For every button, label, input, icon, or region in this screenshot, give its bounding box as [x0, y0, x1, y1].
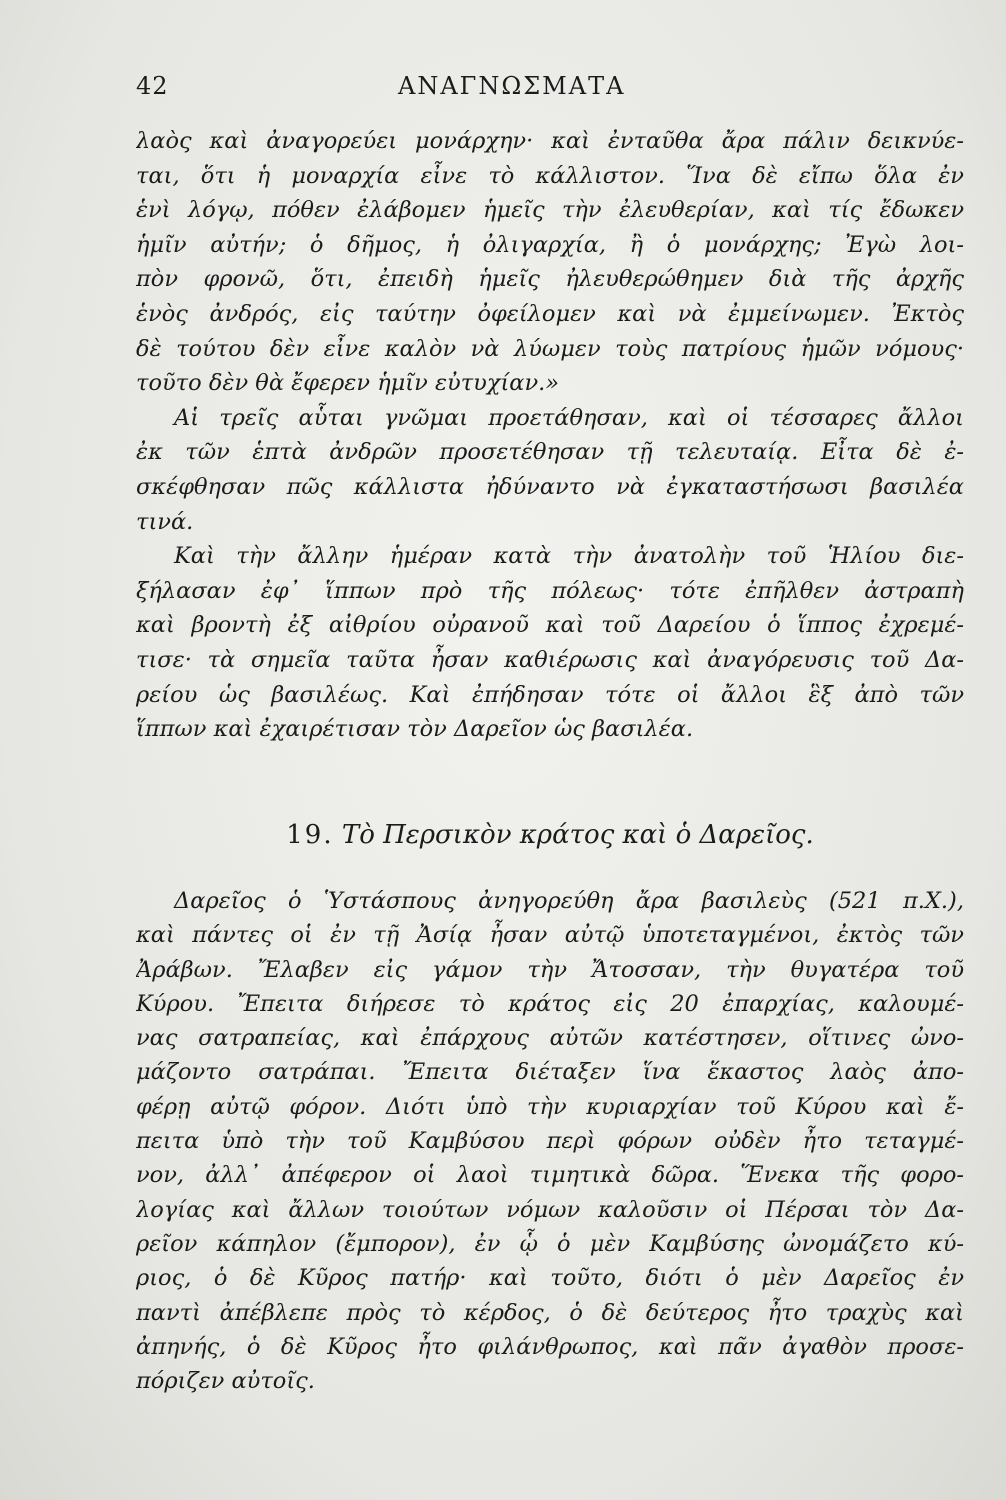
- text-line: τοῦτο δὲν θὰ ἔφερεν ἡμῖν εὐτυχίαν.»: [136, 370, 560, 397]
- text-line: ται, ὅτι ἡ μοναρχία εἶνε τὸ κάλλιστον. Ἵνα δὲ εἴπω ὅλα ἐν: [136, 162, 964, 189]
- text-line: Δαρεῖος ὁ Ὑστάσπους ἀνηγορεύθη ἄρα βασιλεὺς (521 π.Χ.),: [174, 888, 964, 914]
- text-line: μάζοντο σατράπαι. Ἔπειτα διέταξεν ἵνα ἕκαστος λαὸς ἀπο-: [136, 1059, 964, 1086]
- paragraph: [136, 124, 964, 401]
- text-line: πειτα ὑπὸ τὴν τοῦ Καμβύσου περὶ φόρων οὐδὲν ἦτο τεταγμέ-: [136, 1128, 964, 1155]
- text-line: ἐκ τῶν ἑπτὰ ἀνδρῶν προσετέθησαν τῇ τελευταίᾳ. Εἶτα δὲ ἐ-: [136, 439, 964, 466]
- body-text-top: [136, 124, 964, 747]
- text-line: ριος, ὁ δὲ Κῦρος πατήρ· καὶ τοῦτο, διότι ὁ μὲν Δαρεῖος ἐν: [136, 1265, 964, 1292]
- text-line: ἵππων καὶ ἐχαιρέτισαν τὸν Δαρεῖον ὡς βασιλέα.: [136, 716, 694, 743]
- text-line: πὸν φρονῶ, ὅτι, ἐπειδὴ ἡμεῖς ἠλευθερώθημεν διὰ τῆς ἀρχῆς: [136, 266, 964, 293]
- paragraph: [136, 539, 964, 747]
- text-line: τινά.: [136, 508, 194, 535]
- text-line: ἑνὶ λόγῳ, πόθεν ἐλάβομεν ἡμεῖς τὴν ἐλευθερίαν, καὶ τίς ἔδωκεν: [136, 197, 964, 224]
- section-title: Τὸ Περσικὸν κράτος καὶ ὁ Δαρεῖος.: [341, 820, 814, 850]
- section-heading: [136, 820, 964, 850]
- text-line: παντὶ ἀπέβλεπε πρὸς τὸ κέρδος, ὁ δὲ δεύτερος ἦτο τραχὺς καὶ: [136, 1299, 964, 1326]
- section-number: 19.: [286, 820, 334, 850]
- running-title: ΑΝΑΓΝΩΣΜΑΤΑ: [398, 72, 626, 100]
- text-line: Ἀράβων. Ἔλαβεν εἰς γάμον τὴν Ἄτοσσαν, τὴν θυγατέρα τοῦ: [136, 956, 964, 983]
- paragraph: [136, 401, 964, 539]
- text-line: λαὸς καὶ ἀναγορεύει μονάρχην· καὶ ἐνταῦθα ἄρα πάλιν δεικνύε-: [136, 128, 964, 154]
- text-line: ἀπηνής, ὁ δὲ Κῦρος ἦτο φιλάνθρωπος, καὶ πᾶν ἀγαθὸν προσε-: [136, 1333, 964, 1360]
- body-text-bottom: [136, 884, 964, 1398]
- text-line: Αἱ τρεῖς αὗται γνῶμαι προετάθησαν, καὶ οἱ τέσσαρες ἄλλοι: [174, 404, 964, 431]
- text-line: ρείου ὡς βασιλέως. Καὶ ἐπήδησαν τότε οἱ ἄλλοι ἓξ ἀπὸ τῶν: [136, 681, 964, 708]
- text-line: δὲ τούτου δὲν εἶνε καλὸν νὰ λύωμεν τοὺς πατρίους ἡμῶν νόμους·: [136, 335, 964, 362]
- paragraph: [136, 884, 964, 1398]
- text-line: λογίας καὶ ἄλλων τοιούτων νόμων καλοῦσιν οἱ Πέρσαι τὸν Δα-: [136, 1196, 964, 1223]
- text-line: καὶ πάντες οἱ ἐν τῇ Ἀσίᾳ ἦσαν αὐτῷ ὑποτεταγμένοι, ἐκτὸς τῶν: [136, 922, 964, 949]
- page-header: [136, 72, 964, 112]
- text-line: τισε· τὰ σημεῖα ταῦτα ἦσαν καθιέρωσις καὶ ἀναγόρευσις τοῦ Δα-: [136, 646, 964, 673]
- text-line: ξήλασαν ἐφ᾽ ἵππων πρὸ τῆς πόλεως· τότε ἐπῆλθεν ἀστραπὴ: [136, 577, 964, 604]
- text-line: ἡμῖν αὐτήν; ὁ δῆμος, ἡ ὀλιγαρχία, ἢ ὁ μονάρχης; Ἐγὼ λοι-: [136, 231, 964, 258]
- text-line: νας σατραπείας, καὶ ἐπάρχους αὐτῶν κατέστησεν, οἵτινες ὠνο-: [136, 1025, 964, 1052]
- text-line: πόριζεν αὐτοῖς.: [136, 1368, 315, 1395]
- text-line: φέρῃ αὐτῷ φόρον. Διότι ὑπὸ τὴν κυριαρχίαν τοῦ Κύρου καὶ ἔ-: [136, 1093, 964, 1120]
- text-line: ἑνὸς ἀνδρός, εἰς ταύτην ὀφείλομεν καὶ νὰ ἐμμείνωμεν. Ἐκτὸς: [136, 300, 964, 327]
- text-line: ρεῖον κάπηλον (ἔμπορον), ἐν ᾧ ὁ μὲν Καμβύσης ὠνομάζετο κύ-: [136, 1230, 964, 1257]
- text-line: σκέφθησαν πῶς κάλλιστα ἠδύναντο νὰ ἐγκαταστήσωσι βασιλέα: [136, 473, 964, 500]
- text-line: νον, ἀλλ᾽ ἀπέφερον οἱ λαοὶ τιμητικὰ δῶρα. Ἕνεκα τῆς φορο-: [136, 1162, 964, 1189]
- page-number: 42: [136, 72, 169, 100]
- text-line: Κύρου. Ἔπειτα διήρεσε τὸ κράτος εἰς 20 ἐπαρχίας, καλουμέ-: [136, 990, 964, 1017]
- text-line: Καὶ τὴν ἄλλην ἡμέραν κατὰ τὴν ἀνατολὴν τοῦ Ἡλίου διε-: [174, 543, 964, 570]
- text-line: καὶ βροντὴ ἐξ αἰθρίου οὐρανοῦ καὶ τοῦ Δαρείου ὁ ἵππος ἐχρεμέ-: [136, 612, 964, 639]
